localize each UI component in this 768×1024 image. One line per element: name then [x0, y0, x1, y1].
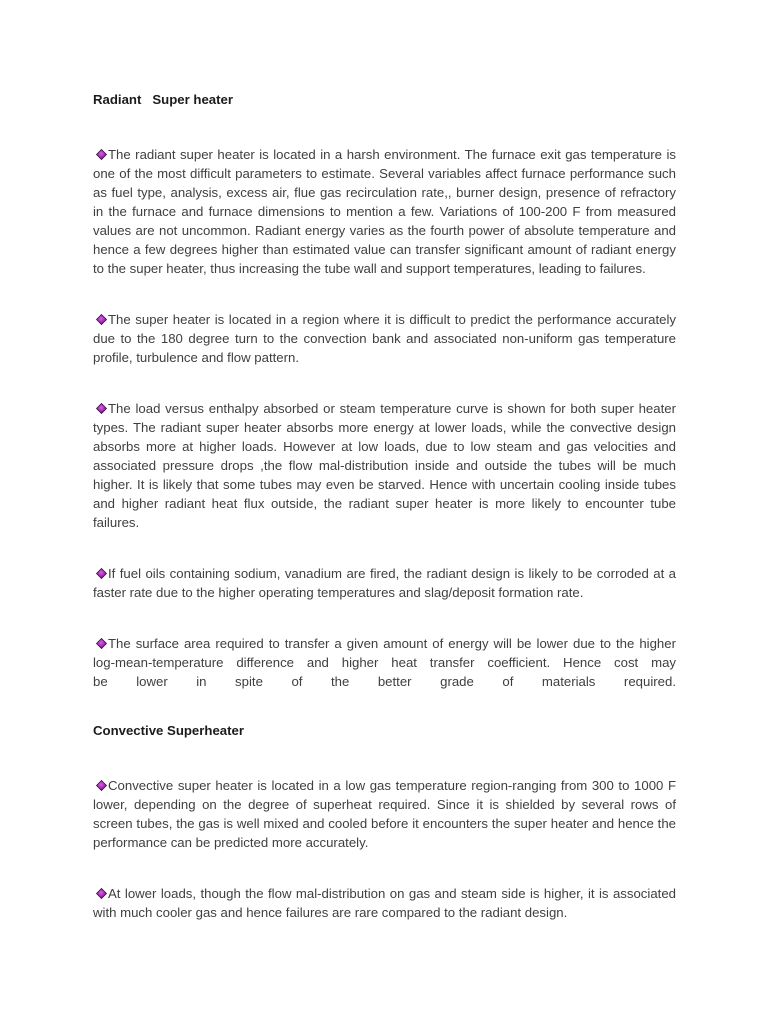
section-heading: Radiant Super heater [93, 92, 233, 107]
paragraph-text: The super heater is located in a region where it is difficult to predict the performance accurately due to the 180 degree turn to the convection bank and associated non-uniform gas temperature profile, turbulence and flow pattern. [93, 312, 676, 365]
diamond-bullet-icon [96, 403, 107, 414]
paragraph-last-line: be lower in spite of the better grade of materials required. [93, 674, 676, 689]
paragraph-text: The load versus enthalpy absorbed or steam temperature curve is shown for both super heater types. The radiant super heater absorbs more energy at lower loads, while the convective design absorbs more at higher loads. However at low loads, due to low steam and gas velocities and associated pressure drops ,the flow mal-distribution inside and outside the tubes will be much higher. It is likely that some tubes may even be starved. Hence with uncertain cooling inside tubes and higher radiant heat flux outside, the radiant super heater is more likely to encounter tube failures. [93, 401, 676, 530]
diamond-bullet-icon [96, 314, 107, 325]
section-convective-superheater [93, 723, 676, 922]
paragraph-text: At lower loads, though the flow mal-distribution on gas and steam side is higher, it is associated with much cooler gas and hence failures are rare compared to the radiant design. [93, 886, 676, 920]
diamond-bullet-icon [96, 888, 107, 899]
bullet-paragraph [93, 399, 676, 532]
section-radiant-superheater [93, 92, 676, 691]
diamond-bullet-icon [96, 568, 107, 579]
bullet-paragraph [93, 310, 676, 367]
diamond-bullet-icon [96, 149, 107, 160]
bullet-paragraph [93, 634, 676, 691]
bullet-paragraph [93, 884, 676, 922]
paragraph-text: The surface area required to transfer a given amount of energy will be lower due to the higher log-mean-temperature difference and higher heat transfer coefficient. Hence cost may [93, 636, 676, 670]
diamond-bullet-icon [96, 638, 107, 649]
diamond-bullet-icon [96, 780, 107, 791]
bullet-paragraph [93, 564, 676, 602]
section-heading: Convective Superheater [93, 723, 244, 738]
bullet-paragraph [93, 145, 676, 278]
bullet-paragraph [93, 776, 676, 852]
paragraph-text: Convective super heater is located in a low gas temperature region-ranging from 300 to 1000 F lower, depending on the degree of superheat required. Since it is shielded by several rows of screen tubes, the gas is well mixed and cooled before it encounters the super heater and hence the performance can be predicted more accurately. [93, 778, 676, 850]
paragraph-text: The radiant super heater is located in a harsh environment. The furnace exit gas temperature is one of the most difficult parameters to estimate. Several variables affect furnace performance such as fuel type, analysis, excess air, flue gas recirculation rate,, burner design, presence of refractory in the furnace and furnace dimensions to mention a few. Variations of 100-200 F from measured values are not uncommon. Radiant energy varies as the fourth power of absolute temperature and hence a few degrees higher than estimated value can transfer significant amount of radiant energy to the super heater, thus increasing the tube wall and support temperatures, leading to failures. [93, 147, 676, 276]
paragraph-text: If fuel oils containing sodium, vanadium are fired, the radiant design is likely to be corroded at a faster rate due to the higher operating temperatures and slag/deposit formation rate. [93, 566, 676, 600]
